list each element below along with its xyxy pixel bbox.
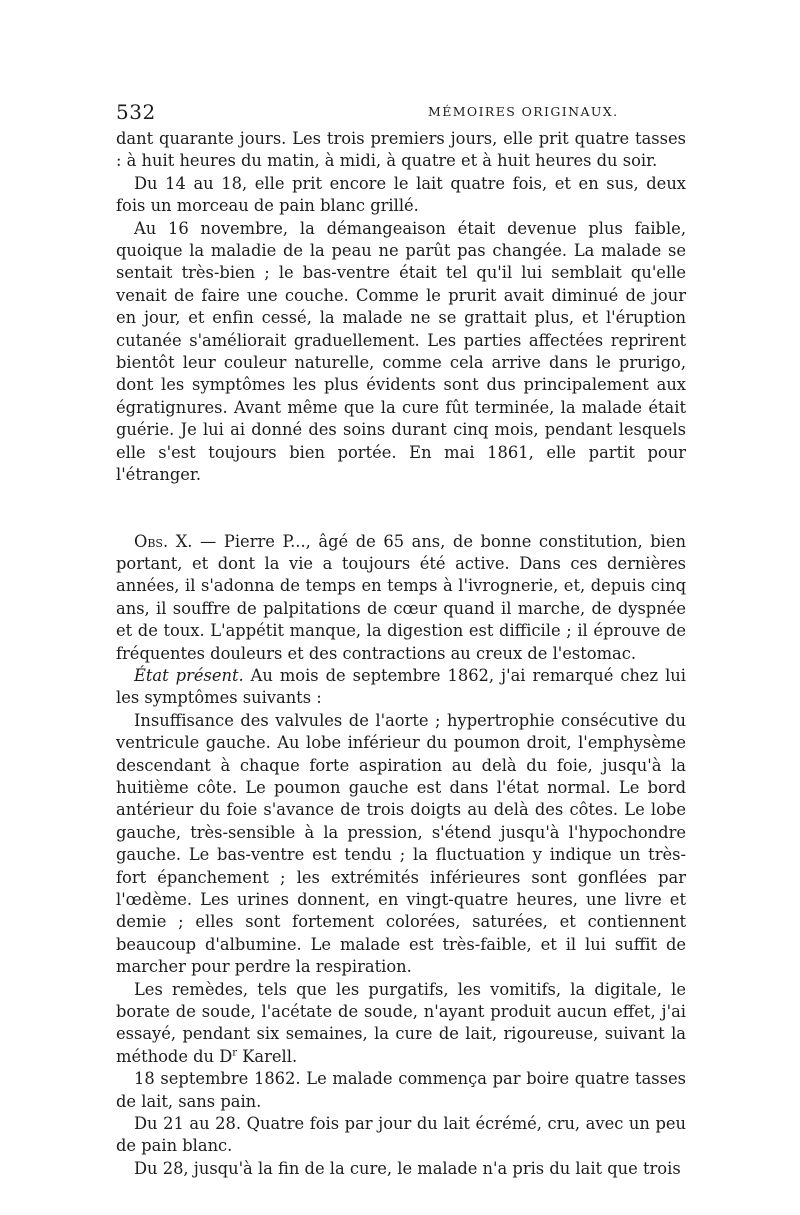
paragraph-21-to-28: Du 21 au 28. Quatre fois par jour du lait écrémé, cru, avec un peu de pain blanc. [116,1114,686,1156]
etat-present-text: Au mois de septembre 1862, j'ai remarqué chez lui les symptômes suivants : [116,665,686,708]
remedies-text-end: Karell. [237,1046,298,1066]
observation-x-paragraph [116,531,686,665]
section-gap [116,487,686,531]
etat-present-label: État présent. [134,665,244,685]
page-header [116,100,686,124]
paragraph-september-18: 18 septembre 1862. Le malade commença par boire quatre tasses de lait, sans pain. [116,1069,686,1111]
observation-text: — Pierre P..., âgé de 65 ans, de bonne constitution, bien portant, et dont la vie a toujours été active. Dans ces dernières années, il s'adonna de temps en temps à l'ivrognerie, et, depuis cinq ans, il souffre de palpitations de cœur quand il marche, de dyspnée et de toux. L'appétit manque, la digestion est difficile ; il éprouve de fréquentes douleurs et des contractions au creux de l'estomac. [116,531,686,663]
running-head: MÉMOIRES ORIGINAUX. [428,104,619,119]
paragraph-1: dant quarante jours. Les trois premiers jours, elle prit quatre tasses : à huit heures du matin, à midi, à quatre et à huit heures du soir. [116,129,686,171]
etat-present-paragraph [116,665,686,710]
body-text [116,128,686,1180]
paragraph-3: Au 16 novembre, la démangeaison était devenue plus faible, quoique la maladie de la peau ne parût pas changée. La malade se sentait très-bien ; le bas-ventre était tel qu'il lui semblait qu'elle venait de faire une couche. Comme le prurit avait diminué de jour en jour, et enfin cessé, la malade ne se grattait plus, et l'éruption cutanée s'améliorait graduellement. Les parties affectées reprirent bientôt leur couleur naturelle, comme cela arrive dans le prurigo, dont les symptômes les plus évidents sont dus principalement aux égratignures. Avant même que la cure fût terminée, la malade était guérie. Je lui ai donné des soins durant cinq mois, pendant lesquels elle s'est toujours bien portée. En mai 1861, elle partit pour l'étranger. [116,218,686,485]
paragraph-from-28: Du 28, jusqu'à la fin de la cure, le malade n'a pris du lait que trois [134,1158,681,1178]
paragraph-2: Du 14 au 18, elle prit encore le lait quatre fois, et en sus, deux fois un morceau de pain blanc grillé. [116,173,686,216]
observation-label: Obs. X. [134,531,193,551]
remedies-text: Les remèdes, tels que les purgatifs, les vomitifs, la digitale, le borate de soude, l'acétate de soude, n'ayant produit aucun effet, j'ai essayé, pendant six semaines, la cure de lait, rigoureuse, suivant la méthode du D [116,979,686,1066]
doctor-superscript: r [232,1047,238,1059]
page-number: 532 [116,100,156,124]
paragraph-remedies [116,979,686,1069]
paragraph-symptoms: Insuffisance des valvules de l'aorte ; hypertrophie consécutive du ventricule gauche. Au lobe inférieur du poumon droit, l'emphysème descendant à chaque forte aspiration au delà du foie, jusqu'à la huitième côte. Le poumon gauche est dans l'état normal. Le bord antérieur du foie s'avance de trois doigts au delà des côtes. Le lobe gauche, très-sensible à la pression, s'étend jusqu'à l'hypochondre gauche. Le bas-ventre est tendu ; la fluctuation y indique un très-fort épanchement ; les extrémités inférieures sont gonflées par l'œdème. Les urines donnent, en vingt-quatre heures, une livre et demie ; elles sont fortement colorées, saturées, et contiennent beaucoup d'albumine. Le malade est très-faible, et il lui suffit de marcher pour perdre la respiration. [116,710,686,977]
